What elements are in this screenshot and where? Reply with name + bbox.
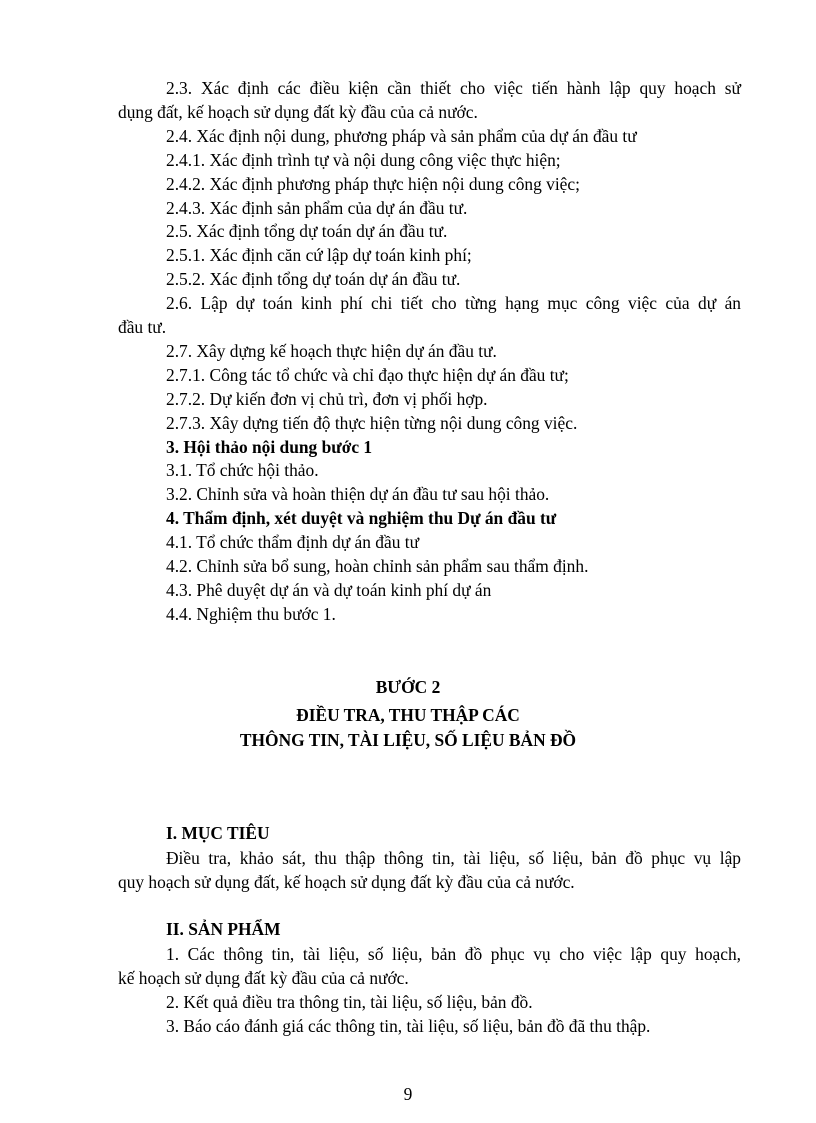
product-item-1-line-1: 1. Các thông tin, tài liệu, số liệu, bản đồ phục vụ cho việc lập quy hoạch,	[166, 944, 741, 964]
outline-line: 4.3. Phê duyệt dự án và dự toán kinh phí dự án	[166, 579, 492, 600]
outline-line: đầu tư.	[118, 317, 167, 337]
outline-line: 2.4.2. Xác định phương pháp thực hiện nội dung công việc;	[166, 173, 580, 194]
outline-line: 2.7.3. Xây dựng tiến độ thực hiện từng nội dung công việc.	[166, 412, 578, 433]
product-item-2: 2. Kết quả điều tra thông tin, tài liệu, số liệu, bản đồ.	[166, 992, 533, 1012]
outline-line: 2.5.2. Xác định tổng dự toán dự án đầu tư.	[166, 269, 461, 290]
objective-text-line-2: quy hoạch sử dụng đất, kế hoạch sử dụng đất kỳ đầu của cả nước.	[118, 872, 575, 892]
step-label: BƯỚC 2	[375, 677, 441, 697]
page-number: 9	[403, 1084, 413, 1104]
section-heading-objective: I. MỤC TIÊU	[166, 823, 270, 843]
outline-line: 4.2. Chỉnh sửa bổ sung, hoàn chỉnh sản phẩm sau thẩm định.	[166, 556, 589, 576]
outline-line: 2.5.1. Xác định căn cứ lập dự toán kinh phí;	[166, 245, 472, 266]
step-title-line-1: ĐIỀU TRA, THU THẬP CÁC	[296, 705, 520, 725]
outline-line: 2.5. Xác định tổng dự toán dự án đầu tư.	[166, 221, 448, 242]
outline-line: 2.7. Xây dựng kế hoạch thực hiện dự án đầu tư.	[166, 340, 497, 361]
outline-line: 3.1. Tổ chức hội thảo.	[166, 460, 319, 481]
outline-line: 4.4. Nghiệm thu bước 1.	[166, 603, 336, 624]
outline-line: 2.7.2. Dự kiến đơn vị chủ trì, đơn vị phối hợp.	[166, 388, 488, 409]
outline-heading: 3. Hội thảo nội dung bước 1	[166, 436, 373, 457]
outline-line: 4.1. Tổ chức thẩm định dự án đầu tư	[166, 532, 420, 553]
product-item-3: 3. Báo cáo đánh giá các thông tin, tài liệu, số liệu, bản đồ đã thu thập.	[166, 1016, 651, 1036]
outline-line: dụng đất, kế hoạch sử dụng đất kỳ đầu của cả nước.	[118, 101, 478, 122]
outline-line: 2.4. Xác định nội dung, phương pháp và sản phẩm của dự án đầu tư	[166, 125, 637, 146]
outline-line: 2.4.1. Xác định trình tự và nội dung công việc thực hiện;	[166, 149, 561, 170]
outline-line: 2.7.1. Công tác tổ chức và chỉ đạo thực hiện dự án đầu tư;	[166, 364, 569, 385]
outline-line: 2.4.3. Xác định sản phẩm của dự án đầu tư.	[166, 197, 468, 218]
outline-line: 2.6. Lập dự toán kinh phí chi tiết cho từng hạng mục công việc của dự án	[166, 293, 741, 314]
outline-line: 2.3. Xác định các điều kiện cần thiết cho việc tiến hành lập quy hoạch sử	[166, 78, 741, 98]
step-title-line-2: THÔNG TIN, TÀI LIỆU, SỐ LIỆU BẢN ĐỒ	[239, 730, 577, 750]
objective-text-line-1: Điều tra, khảo sát, thu thập thông tin, tài liệu, số liệu, bản đồ phục vụ lập	[166, 848, 741, 868]
product-item-1-line-2: kế hoạch sử dụng đất kỳ đầu của cả nước.	[118, 968, 409, 988]
outline-line: 3.2. Chỉnh sửa và hoàn thiện dự án đầu tư sau hội thảo.	[166, 484, 550, 505]
section-heading-product: II. SẢN PHẨM	[166, 919, 281, 939]
outline-heading: 4. Thẩm định, xét duyệt và nghiệm thu Dự án đầu tư	[166, 508, 557, 529]
